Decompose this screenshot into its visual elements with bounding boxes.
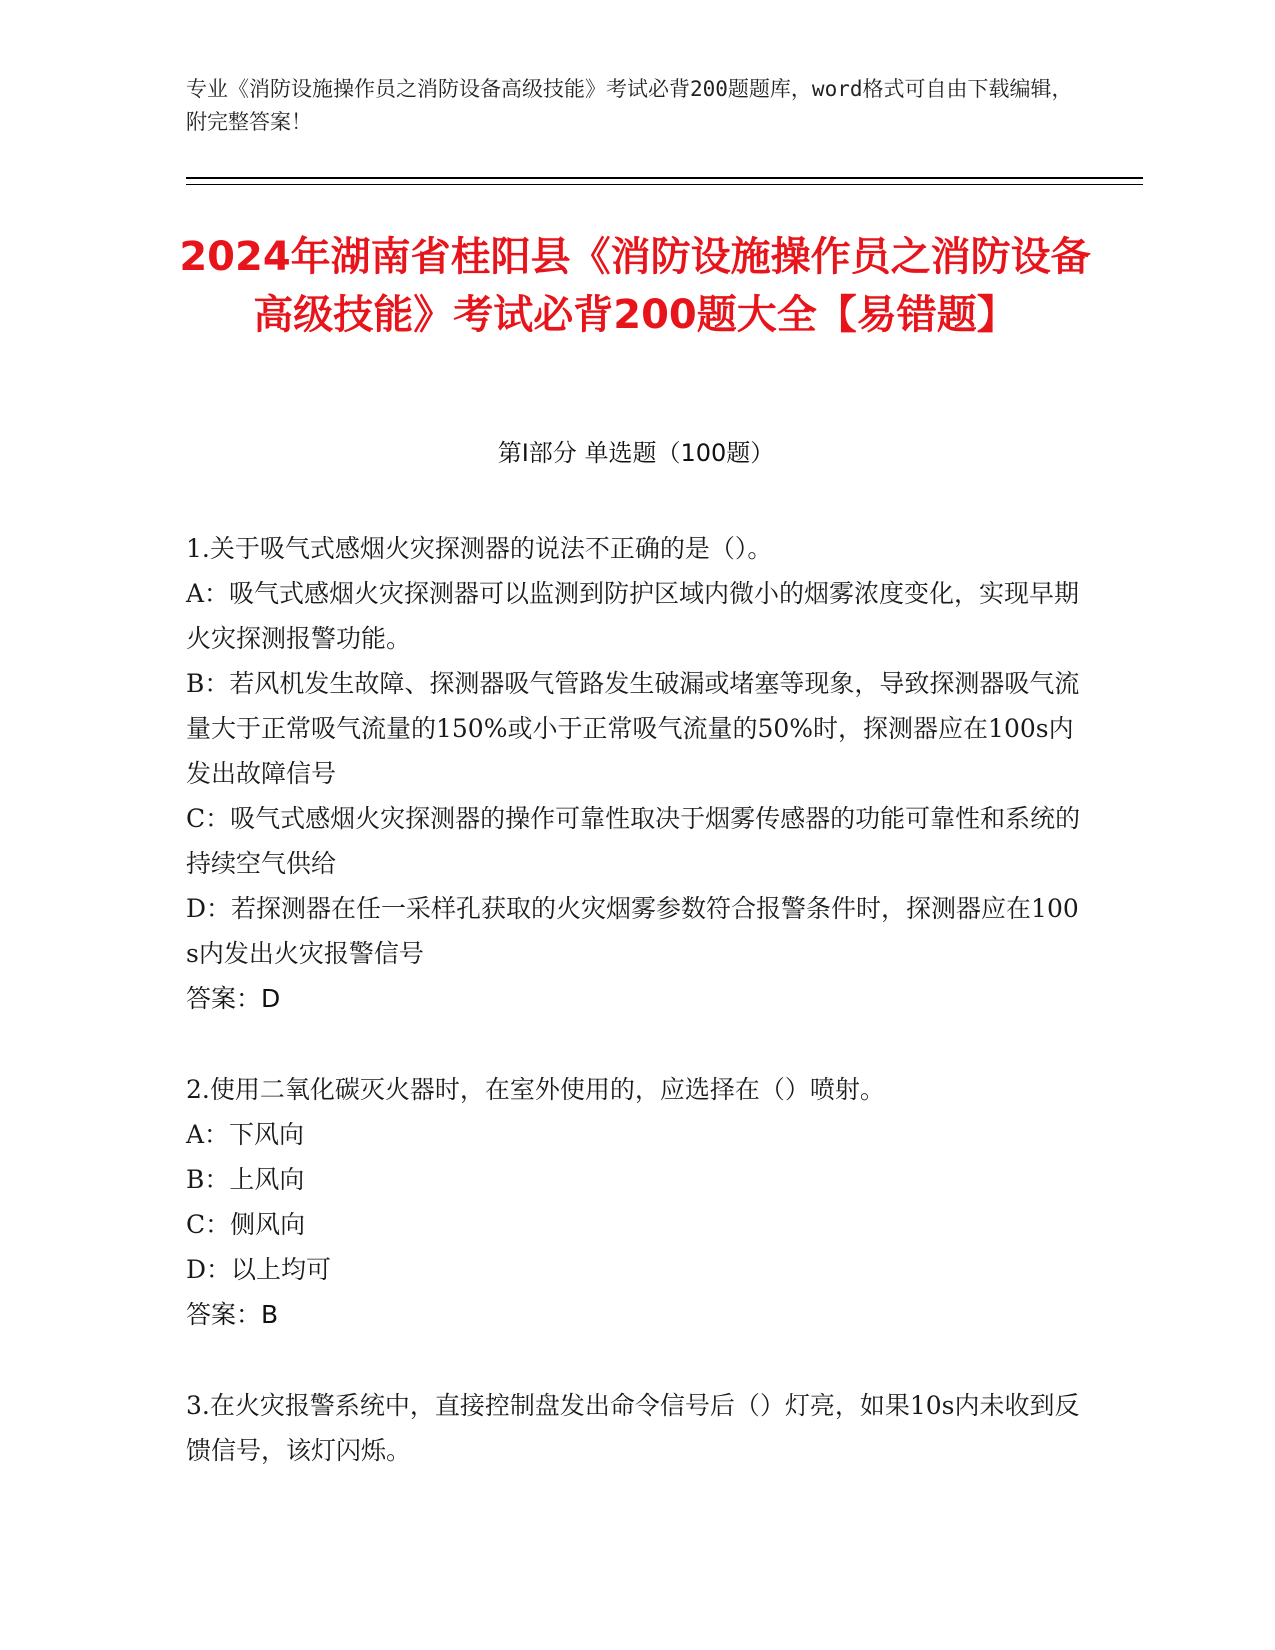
question-list xyxy=(186,526,1086,1519)
option-d: D：以上均可 xyxy=(186,1255,332,1284)
option-a: A：吸气式感烟火灾探测器可以监测到防护区域内微小的烟雾浓度变化，实现早期火灾探测报警功能。 xyxy=(186,579,1080,653)
section-heading: 第I部分 单选题（100题） xyxy=(497,439,775,467)
header-note: 专业《消防设施操作员之消防设备高级技能》考试必背200题题库，word格式可自由下载编辑，附完整答案！ xyxy=(186,77,1073,134)
option-b: B：上风向 xyxy=(186,1165,305,1194)
question-stem: 1.关于吸气式感烟火灾探测器的说法不正确的是（）。 xyxy=(186,534,773,563)
option-a: A：下风向 xyxy=(186,1120,305,1149)
header-divider-thin xyxy=(186,184,1143,185)
answer-label: 答案：D xyxy=(186,984,281,1013)
answer-label: 答案：B xyxy=(186,1300,279,1329)
document-title: 2024年湖南省桂阳县《消防设施操作员之消防设备高级技能》考试必背200题大全【易错题】 xyxy=(179,234,1091,338)
header-divider-thick xyxy=(186,177,1143,179)
question-stem: 2.使用二氧化碳灭火器时，在室外使用的，应选择在（）喷射。 xyxy=(186,1075,885,1104)
option-c: C：吸气式感烟火灾探测器的操作可靠性取决于烟雾传感器的功能可靠性和系统的持续空气供给 xyxy=(186,804,1081,878)
option-c: C：侧风向 xyxy=(186,1210,306,1239)
question-stem: 3.在火灾报警系统中，直接控制盘发出命令信号后（）灯亮，如果10s内未收到反馈信号，该灯闪烁。 xyxy=(186,1391,1080,1465)
question-1 xyxy=(186,526,1086,1021)
question-3 xyxy=(186,1383,1086,1473)
question-2 xyxy=(186,1067,1086,1337)
option-b: B：若风机发生故障、探测器吸气管路发生破漏或堵塞等现象，导致探测器吸气流量大于正常吸气流量的150%或小于正常吸气流量的50%时，探测器应在100s内发出故障信号 xyxy=(186,669,1080,788)
option-d: D：若探测器在任一采样孔获取的火灾烟雾参数符合报警条件时，探测器应在100s内发出火灾报警信号 xyxy=(186,894,1079,968)
